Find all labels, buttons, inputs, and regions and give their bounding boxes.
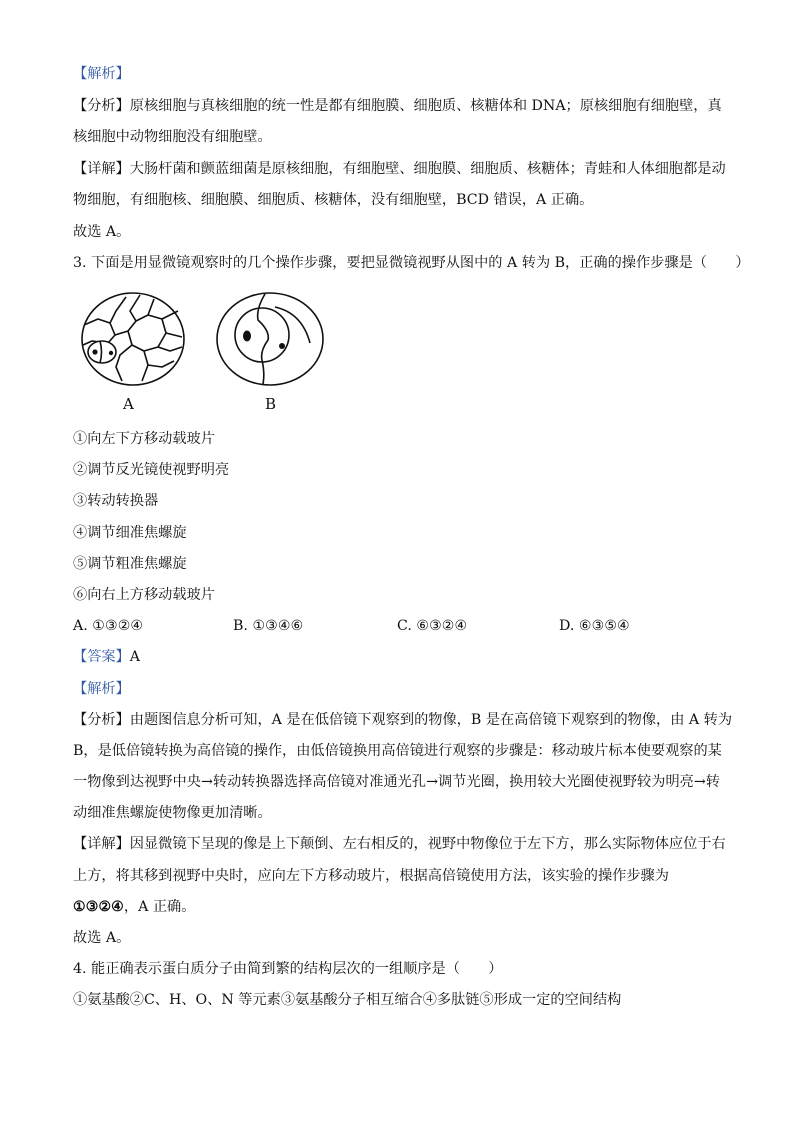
q2-fenxi-text-1: 原核细胞与真核细胞的统一性是都有细胞膜、细胞质、核糖体和 DNA；原核细胞有细胞壁，真 bbox=[129, 97, 722, 114]
q2-xiangjie-line-1 bbox=[73, 154, 726, 186]
q3-answer-value: A bbox=[129, 649, 141, 666]
q3-option-c: C. ⑥③②④ bbox=[397, 618, 468, 635]
q2-fenxi-line-2: 核细胞中动物细胞没有细胞壁。 bbox=[73, 129, 272, 145]
field-a-cell-wall bbox=[130, 295, 140, 321]
field-a-nucleus bbox=[92, 349, 97, 354]
q2-fenxi-label: 【分析】 bbox=[73, 97, 130, 114]
q3-option-d: D. ⑥③⑤④ bbox=[559, 618, 630, 635]
q3-option-a: A. ①③②④ bbox=[73, 618, 144, 635]
q2-fenxi-line-1 bbox=[73, 91, 720, 123]
field-b-cell-wall bbox=[275, 307, 310, 343]
q3-stem: 3. 下面是用显微镜观察时的几个操作步骤，要把显微镜视野从图中的 A 转为 B，正确的操作步骤是（ ） bbox=[73, 255, 750, 271]
q2-analysis-heading: 【解析】 bbox=[73, 66, 130, 82]
q3-figure bbox=[70, 285, 340, 420]
q3-step: ④调节细准焦螺旋 bbox=[73, 524, 187, 541]
field-b-outline bbox=[217, 293, 323, 385]
q2-solution-block bbox=[73, 59, 750, 280]
q3-answer-label: 【答案】 bbox=[73, 649, 130, 666]
q3-answer-sequence: ①③②④ bbox=[73, 898, 124, 915]
q2-xiangjie-label: 【详解】 bbox=[73, 160, 130, 177]
field-a-cell-wall bbox=[142, 351, 148, 381]
q3-body-block bbox=[73, 424, 733, 1017]
q3-conclusion: 故选 A。 bbox=[73, 930, 131, 946]
q3-xiangjie-text-1: 因显微镜下呈现的像是上下颠倒、左右相反的，视野中物像位于左下方，那么实际物体应位于右 bbox=[129, 836, 726, 853]
figure-label-b: B bbox=[265, 395, 277, 413]
q3-option-b: B. ①③④⑥ bbox=[233, 618, 304, 635]
field-a-nucleus bbox=[109, 351, 113, 355]
q3-fenxi-line-1 bbox=[73, 705, 733, 736]
q2-xiangjie-text-1: 大肠杆菌和颤蓝细菌是原核细胞，有细胞壁、细胞膜、细胞质、核糖体；青蛙和人体细胞都是动 bbox=[129, 160, 726, 177]
q3-step: ③转动转换器 bbox=[73, 493, 159, 510]
q3-analysis-heading: 【解析】 bbox=[73, 680, 130, 697]
q3-fenxi-text-1: 由题图信息分析可知，A 是在低倍镜下观察到的物像，B 是在高倍镜下观察到的物像，由 A 转为 bbox=[129, 711, 733, 728]
field-b-nucleus bbox=[279, 343, 285, 349]
q4-stem: 4. 能正确表示蛋白质分子由简到繁的结构层次的一组顺序是（ ） bbox=[73, 961, 503, 978]
q3-xiangjie-line-3 bbox=[73, 892, 720, 923]
q3-options bbox=[73, 611, 720, 642]
figure-label-a: A bbox=[123, 395, 134, 413]
q3-step: ②调节反光镜使视野明亮 bbox=[73, 462, 230, 479]
q3-xiangjie-text-3: ，A 正确。 bbox=[123, 898, 196, 915]
q4-items: ①氨基酸②C、H、O、N 等元素③氨基酸分子相互缩合④多肽链⑤形成一定的空间结构 bbox=[73, 992, 622, 1009]
field-b-drawing bbox=[217, 293, 323, 385]
q3-xiangjie-line-2: 上方，将其移到视野中央时，应向左下方移动玻片，根据高倍镜使用方法，该实验的操作步骤为 bbox=[73, 867, 669, 884]
q3-step: ⑥向右上方移动载玻片 bbox=[73, 586, 215, 603]
q3-step: ①向左下方移动载玻片 bbox=[73, 431, 215, 447]
q3-fenxi-line-2: B，是低倍镜转换为高倍镜的操作，由低倍镜换用高倍镜进行观察的步骤是：移动玻片标本使要观察的某 bbox=[73, 742, 722, 759]
q3-xiangjie-label: 【详解】 bbox=[73, 836, 130, 853]
q2-conclusion: 故选 A。 bbox=[73, 223, 131, 240]
field-a-cell-wall bbox=[158, 347, 182, 351]
q3-step: ⑤调节粗准焦螺旋 bbox=[73, 555, 187, 572]
field-a-cell-wall bbox=[148, 361, 174, 367]
q3-answer bbox=[73, 642, 720, 673]
field-b-nucleus bbox=[243, 331, 251, 342]
field-a-drawing bbox=[82, 293, 184, 385]
field-a-cell-wall bbox=[116, 345, 132, 381]
q3-fenxi-label: 【分析】 bbox=[73, 711, 130, 728]
q3-fenxi-line-3: 一物像到达视野中央→转动转换器选择高倍镜对准通光孔→调节光圈，换用较大光圈使视野较为明亮→转 bbox=[73, 774, 720, 791]
q3-fenxi-line-4: 动细准焦螺旋使物像更加清晰。 bbox=[73, 805, 272, 822]
q3-xiangjie-line-1 bbox=[73, 829, 726, 860]
q2-xiangjie-line-2: 物细胞，有细胞核、细胞膜、细胞质、核糖体，没有细胞壁，BCD 错误，A 正确。 bbox=[73, 192, 594, 208]
